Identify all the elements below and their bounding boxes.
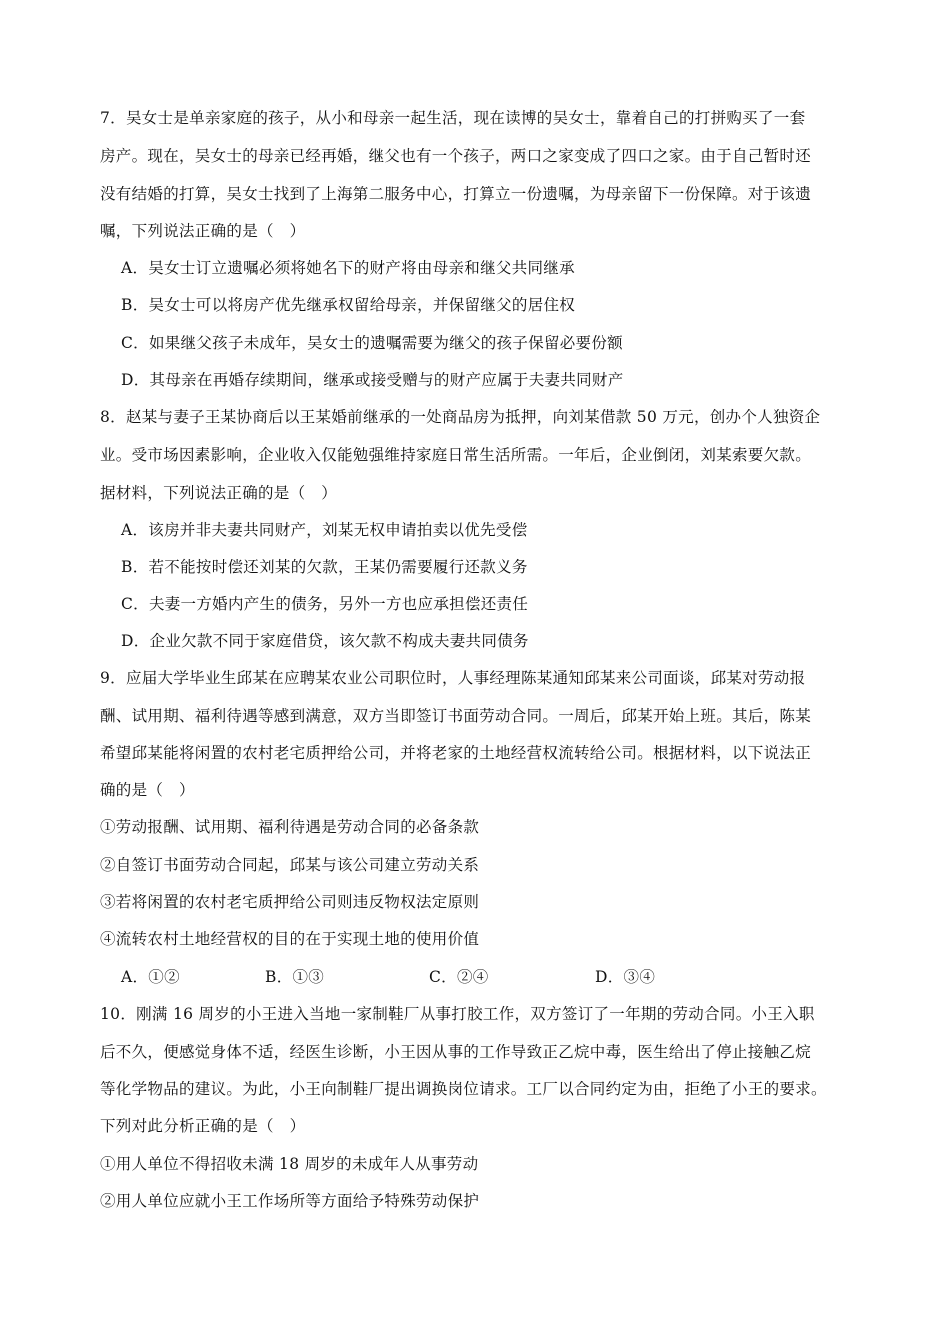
question-9-choices xyxy=(0,967,950,987)
question-8-stem-line-2: 业。受市场因素影响，企业收入仅能勉强维持家庭日常生活所需。一年后，企业倒闭，刘某索要欠款。 xyxy=(100,446,812,464)
question-7-option-c: C．如果继父孩子未成年，吴女士的遗嘱需要为继父的孩子保留必要份额 xyxy=(121,334,623,352)
question-7-option-b: B．吴女士可以将房产优先继承权留给母亲，并保留继父的居住权 xyxy=(121,296,576,314)
question-7-option-d: D．其母亲在再婚存续期间，继承或接受赠与的财产应属于夫妻共同财产 xyxy=(121,371,624,389)
question-7-stem-line-4: 嘱，下列说法正确的是（ ） xyxy=(100,222,306,240)
question-8-option-d: D．企业欠款不同于家庭借贷，该欠款不构成夫妻共同债务 xyxy=(121,632,529,650)
question-9-item-2: ②自签订书面劳动合同起，邱某与该公司建立劳动关系 xyxy=(100,856,480,874)
question-10-item-2: ②用人单位应就小王工作场所等方面给予特殊劳动保护 xyxy=(100,1192,480,1210)
question-8-option-b: B．若不能按时偿还刘某的欠款，王某仍需要履行还款义务 xyxy=(121,558,528,576)
question-10-stem-line-1: 10．刚满 16 周岁的小王进入当地一家制鞋厂从事打胶工作，双方签订了一年期的劳动合同。小王入职 xyxy=(100,1005,815,1023)
question-9-choice-d: D．③④ xyxy=(595,968,656,986)
question-10-stem-line-3: 等化学物品的建议。为此，小王向制鞋厂提出调换岗位请求。工厂以合同约定为由，拒绝了小王的要求。 xyxy=(100,1080,827,1098)
question-9-choice-a: A．①② xyxy=(121,968,180,986)
question-8-stem-line-1: 8．赵某与妻子王某协商后以王某婚前继承的一处商品房为抵押，向刘某借款 50 万元，创办个人独资企 xyxy=(100,408,821,426)
question-7-stem-line-2: 房产。现在，吴女士的母亲已经再婚，继父也有一个孩子，两口之家变成了四口之家。由于自己暂时还 xyxy=(100,147,812,165)
question-9-stem-line-4: 确的是（ ） xyxy=(100,781,195,799)
question-9-stem-line-3: 希望邱某能将闲置的农村老宅质押给公司，并将老家的土地经营权流转给公司。根据材料，以下说法正 xyxy=(100,744,812,762)
question-7-option-a: A．吴女士订立遗嘱必须将她名下的财产将由母亲和继父共同继承 xyxy=(121,259,575,277)
question-9-stem-line-2: 酬、试用期、福利待遇等感到满意，双方当即签订书面劳动合同。一周后，邱某开始上班。其后，陈某 xyxy=(100,707,812,725)
question-10-stem-line-2: 后不久，便感觉身体不适，经医生诊断，小王因从事的工作导致正乙烷中毒，医生给出了停止接触乙烷 xyxy=(100,1043,812,1061)
question-9-item-4: ④流转农村土地经营权的目的在于实现土地的使用价值 xyxy=(100,930,480,948)
question-10-item-1: ①用人单位不得招收未满 18 周岁的未成年人从事劳动 xyxy=(100,1155,479,1173)
question-9-item-1: ①劳动报酬、试用期、福利待遇是劳动合同的必备条款 xyxy=(100,818,480,836)
question-9-item-3: ③若将闲置的农村老宅质押给公司则违反物权法定原则 xyxy=(100,893,480,911)
question-8-option-c: C．夫妻一方婚内产生的债务，另外一方也应承担偿还责任 xyxy=(121,595,529,613)
question-9-choice-b: B．①③ xyxy=(265,968,325,986)
question-8-option-a: A．该房并非夫妻共同财产，刘某无权申请拍卖以优先受偿 xyxy=(121,521,528,539)
question-8-stem-line-3: 据材料，下列说法正确的是（ ） xyxy=(100,484,338,502)
question-7-stem-line-1: 7．吴女士是单亲家庭的孩子，从小和母亲一起生活，现在读博的吴女士，靠着自己的打拼购买了一套 xyxy=(100,109,806,127)
question-10-stem-line-4: 下列对此分析正确的是（ ） xyxy=(100,1117,306,1135)
question-7-stem-line-3: 没有结婚的打算，吴女士找到了上海第二服务中心，打算立一份遗嘱，为母亲留下一份保障。对于该遗 xyxy=(100,185,812,203)
question-9-stem-line-1: 9．应届大学毕业生邱某在应聘某农业公司职位时，人事经理陈某通知邱某来公司面谈，邱某对劳动报 xyxy=(100,669,806,687)
question-9-choice-c: C．②④ xyxy=(429,968,489,986)
